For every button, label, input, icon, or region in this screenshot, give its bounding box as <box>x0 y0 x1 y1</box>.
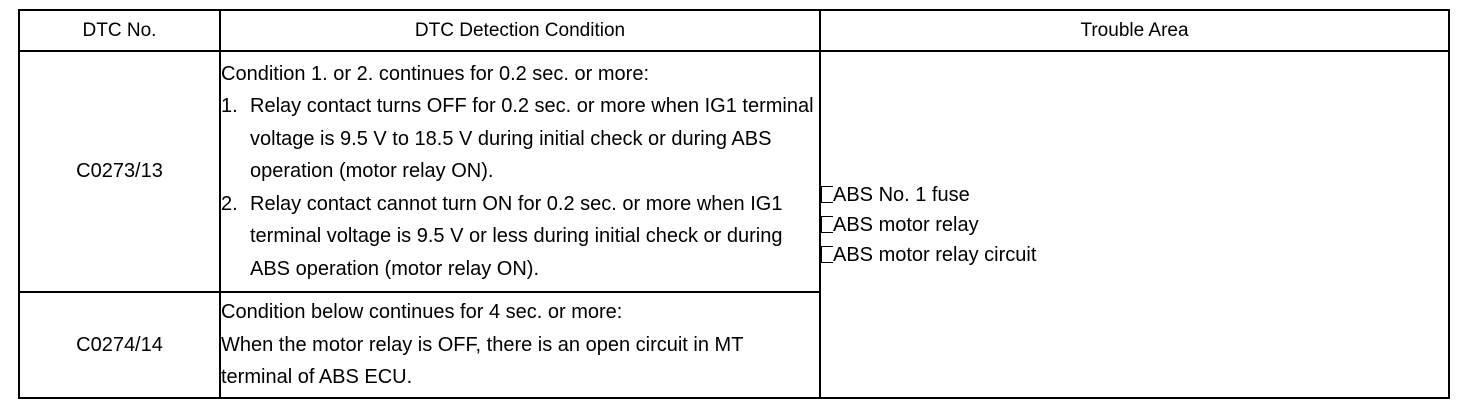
header-detection-condition: DTC Detection Condition <box>220 10 820 51</box>
checkbox-bracket-icon <box>821 246 833 263</box>
condition-item-text: Relay contact turns OFF for 0.2 sec. or more when IG1 terminal voltage is 9.5 V to 18.5 V during initial check or during ABS operation (motor relay ON). <box>250 95 814 183</box>
dtc-code: C0273/13 <box>19 51 220 292</box>
header-row <box>19 10 1449 51</box>
header-trouble-area: Trouble Area <box>820 10 1449 51</box>
condition-item <box>221 188 819 286</box>
condition-item-text: Relay contact cannot turn ON for 0.2 sec. or more when IG1 terminal voltage is 9.5 V or less during initial check or during ABS operation (motor relay ON). <box>250 192 783 280</box>
condition-item <box>221 90 819 188</box>
condition-intro: Condition 1. or 2. continues for 0.2 sec. or more: <box>221 62 649 85</box>
trouble-area <box>820 51 1449 398</box>
condition-text: When the motor relay is OFF, there is an open circuit in MT terminal of ABS ECU. <box>221 333 744 389</box>
detection-condition <box>220 51 820 292</box>
header-dtc-no: DTC No. <box>19 10 220 51</box>
detection-condition <box>220 292 820 398</box>
condition-item-number: 1. <box>221 95 238 118</box>
table-row <box>19 51 1449 292</box>
trouble-area-item: ABS No. 1 fuse <box>821 180 1448 210</box>
checkbox-bracket-icon <box>821 186 833 203</box>
dtc-code: C0274/14 <box>19 292 220 398</box>
checkbox-bracket-icon <box>821 216 833 233</box>
condition-intro: Condition below continues for 4 sec. or more: <box>221 301 623 324</box>
condition-item-number: 2. <box>221 192 238 215</box>
trouble-area-item: ABS motor relay <box>821 210 1448 240</box>
trouble-area-item: ABS motor relay circuit <box>821 240 1448 270</box>
dtc-table <box>18 9 1450 399</box>
